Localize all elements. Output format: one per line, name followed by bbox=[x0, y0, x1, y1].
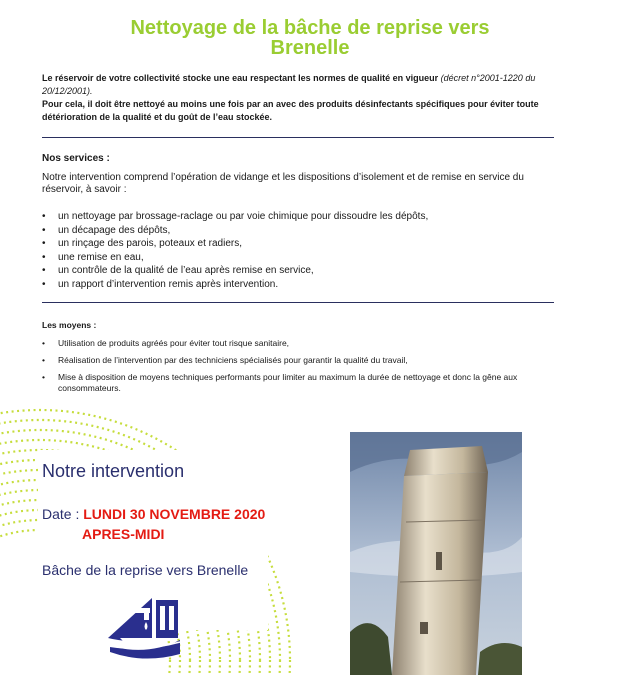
intervention-place: Bâche de la reprise vers Brenelle bbox=[42, 562, 249, 578]
moyens-heading: Les moyens : bbox=[42, 320, 97, 330]
list-item: • un rapport d’intervention remis après intervention. bbox=[42, 278, 562, 292]
moyens-list bbox=[42, 338, 562, 400]
water-tower-photo bbox=[350, 432, 522, 675]
services-list bbox=[42, 210, 562, 291]
title-line-2: Brenelle bbox=[270, 37, 350, 59]
list-item: • une remise en eau, bbox=[42, 251, 562, 265]
page-title bbox=[40, 18, 580, 58]
list-item: • Réalisation de l’intervention par des techniciens spécialisés pour garantir la qualité du travail, bbox=[42, 355, 562, 366]
intro-paragraph bbox=[42, 72, 582, 124]
date-label: Date : bbox=[42, 506, 80, 522]
time-value: APRES-MIDI bbox=[82, 526, 165, 542]
date-line bbox=[42, 506, 265, 522]
divider-1 bbox=[42, 137, 554, 138]
water-utility-logo bbox=[104, 594, 184, 660]
decree-reference-1: (décret n°2001-1220 du bbox=[440, 73, 536, 83]
intervention-title: Notre intervention bbox=[42, 461, 185, 481]
list-item: • un rinçage des parois, poteaux et radiers, bbox=[42, 237, 562, 251]
list-item: • un contrôle de la qualité de l’eau après remise en service, bbox=[42, 264, 562, 278]
list-item: • Mise à disposition de moyens techniques performants pour limiter au maximum la durée de nettoyage et donc la gêne aux consommateurs. bbox=[42, 372, 562, 394]
title-line-1: Nettoyage de la bâche de reprise vers bbox=[130, 17, 490, 39]
list-item: • un décapage des dépôts, bbox=[42, 224, 562, 238]
date-value: LUNDI 30 NOVEMBRE 2020 bbox=[83, 506, 266, 522]
intro-text-2: Pour cela, il doit être nettoyé au moins une fois par an avec des produits désinfectants spécifiques pour éviter toute détérioration de la qualité et du goût de l’eau stockée. bbox=[42, 99, 539, 122]
decree-reference-2: 20/12/2001). bbox=[42, 86, 93, 96]
list-item: • un nettoyage par brossage-raclage ou par voie chimique pour dissoudre les dépôts, bbox=[42, 210, 562, 224]
intro-text-1: Le réservoir de votre collectivité stocke une eau respectant les normes de qualité en vigueur bbox=[42, 73, 441, 83]
services-heading: Nos services : bbox=[42, 153, 110, 164]
services-description: Notre intervention comprend l’opération de vidange et les dispositions d’isolement et de remise en service du réservoir, à savoir : bbox=[42, 172, 524, 195]
divider-2 bbox=[42, 302, 554, 303]
list-item: • Utilisation de produits agréés pour éviter tout risque sanitaire, bbox=[42, 338, 562, 349]
